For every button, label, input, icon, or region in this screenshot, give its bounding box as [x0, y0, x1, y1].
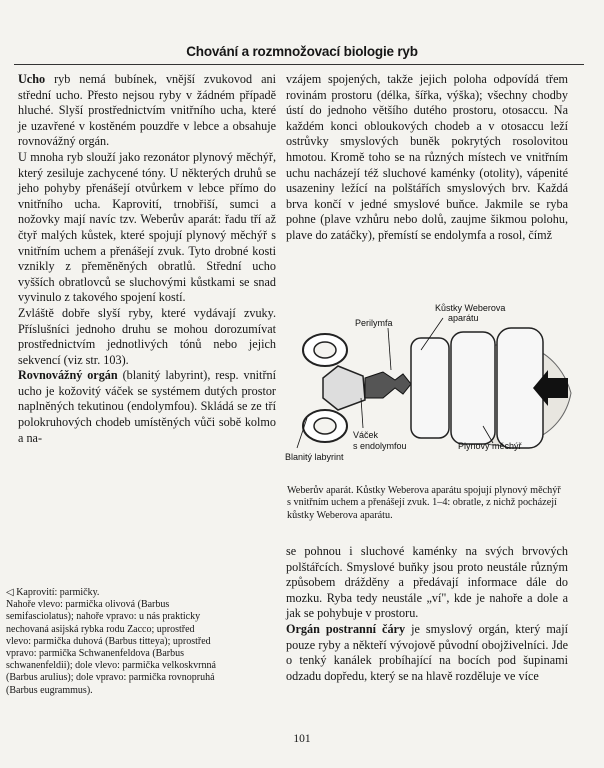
paragraph-text: ryb nemá bubínek, vnější zvukovod ani střední ucho. Přesto nejsou ryby v žádném případě hluché. Slyší prostřednictvím vnitřního ucha, které je uzavřené v kostěném pouzdře v lebce a obsahuje rovnovážný orgán. [18, 72, 276, 149]
arrow-left-icon: ◁ [6, 587, 14, 598]
side-caption-line: schwanenfeldii); dole vlevo: parmička velkoskvrnná [6, 660, 216, 672]
side-caption [6, 587, 268, 697]
side-caption-line: vpravo: parmička Schwanenfeldova (Barbus [6, 648, 184, 660]
paragraph-rovnovazny [18, 368, 276, 446]
side-caption-line: Nahoře vlevo: parmička olivová (Barbus [6, 599, 170, 611]
right-column-top [286, 72, 568, 244]
title-rule [14, 64, 584, 65]
term-rovnovazny: Rovnovážný orgán [18, 368, 118, 383]
label-weber: Kůstky Weberova [435, 303, 506, 313]
left-column [18, 72, 276, 446]
vertebra-2 [451, 332, 495, 444]
paragraph-rezonator: U mnoha ryb slouží jako rezonátor plynový měchýř, který zesiluje zachycené tóny. U některých druhů se jeho pohyby přenášejí otvůrkem v lebce přímo do vnitřního ucha. Kaprovití, trnobřiší, sumci a nožovky mají navíc tzv. Weberův aparát: řadu tří až čtyř malých kůstek, které spojují plynový měchýř s vnitřním uchem a přenášejí zvuk. Tyto drobné kosti vznikly z přeměněných obratlů. Střední ucho vyšších obratlovců se sluchovými kůstkami se snad vyvinulo z takového spojení kostí. [18, 149, 276, 305]
side-caption-line: vlevo: parmička duhová (Barbus titteya); uprostřed [6, 635, 211, 647]
paragraph-text: (blanitý labyrint), resp. vnitřní ucho je kožovitý váček se systémem dutých prostor naplněných tekutinou (endolymfou). Skládá se ze tří polokruhových chodeb umístěných vůči sobě kolmo a na- [18, 368, 276, 445]
side-caption-line: nechovaná asijská rybka rodu Zacco; uprostřed [6, 623, 195, 635]
label-perilymfa: Perilymfa [355, 318, 393, 328]
vertebra-1 [411, 338, 449, 438]
leader-vacek [361, 398, 363, 428]
label-mechyr: Plynový měchýř [458, 441, 522, 451]
label-weber-2: aparátu [448, 313, 479, 323]
weber-apparatus-figure [283, 298, 573, 478]
term-ucho: Ucho [18, 72, 46, 86]
endolymph-sac [323, 366, 365, 410]
right-column-bottom [286, 544, 568, 684]
paragraph-text: je smyslový orgán, který mají pouze ryby a někteří vývojově původní obojživelníci. Jde o tenký kanálek probíhající na bocích pod šupinami odzadu dopředu, který se na hlavě rozděluje ve více [286, 621, 568, 683]
paragraph-continuation: vzájem spojených, takže jejich poloha odpovídá třem rovinám prostoru (délka, šířka, výška); všechny chodby ústí do jednoho většího dutého prostoru, otosaccu. Na každém konci obloukových chodeb a v otosaccu leží ostrůvky smyslových buněk pokrytých rosolovitou hmotou. Kromě toho se na různých místech ve vnitřním uchu nacházejí též sluchové kaménky (otolity), vápenité usazeniny ležící na polštářích smyslových brv. Každá brva končí v jedné smyslové buňce. Jakmile se ryba pohne (plave vzhůru nebo dolů, zaujme šikmou polohu, plave do zatáčky), přemístí se endolymfa a rosol, čímž [286, 72, 568, 242]
paragraph-kamenky: se pohnou i sluchové kaménky na svých brvových polštářcích. Smyslové buňky jsou proto neustále různým způsobem drážděny a předávají informace dále do mozku. Ryba tedy neustále „ví", kde je nahoře a dole a jak se pohybuje v prostoru. [286, 544, 568, 621]
leader-perilymfa [388, 328, 391, 370]
side-caption-line: semifasciolatus); nahoře vpravo: u nás prakticky [6, 611, 201, 623]
labyrinth-upper-inner [314, 342, 336, 358]
labyrinth-lower-inner [314, 418, 336, 434]
page-title: Chování a rozmnožovací biologie ryb [186, 44, 418, 59]
side-caption-line: Kaprovití: parmičky. [16, 587, 100, 598]
paragraph-ucho [18, 72, 276, 150]
label-labyrint: Blanitý labyrint [285, 452, 344, 462]
page-number: 101 [293, 733, 311, 745]
figure-caption: Weberův aparát. Kůstky Weberova aparátu spojují plynový měchýř s vnitřním uchem a přenášejí zvuk. 1–4: obratle, z nichž pocházejí kůstky Weberova aparátu. [287, 485, 561, 521]
paragraph-postranni-cara [286, 622, 568, 684]
paragraph-zvuky: Zvláště dobře slyší ryby, které vydávají zvuky. Příslušníci jednoho druhu se mohou dorozumívat prostřednictvím jednotlivých tónů nebo jejich sekvencí (viz str. 103). [18, 305, 276, 367]
weber-ossicles [365, 372, 411, 398]
label-vacek: Váček [353, 430, 379, 440]
side-caption-line: (Barbus eugrammus). [6, 684, 93, 696]
side-caption-line: (Barbus arulius); dole vpravo: parmička rovnopruhá [6, 672, 215, 684]
label-vacek-2: s endolymfou [353, 441, 407, 451]
term-postranni-cara: Orgán postranní čáry [286, 621, 406, 636]
